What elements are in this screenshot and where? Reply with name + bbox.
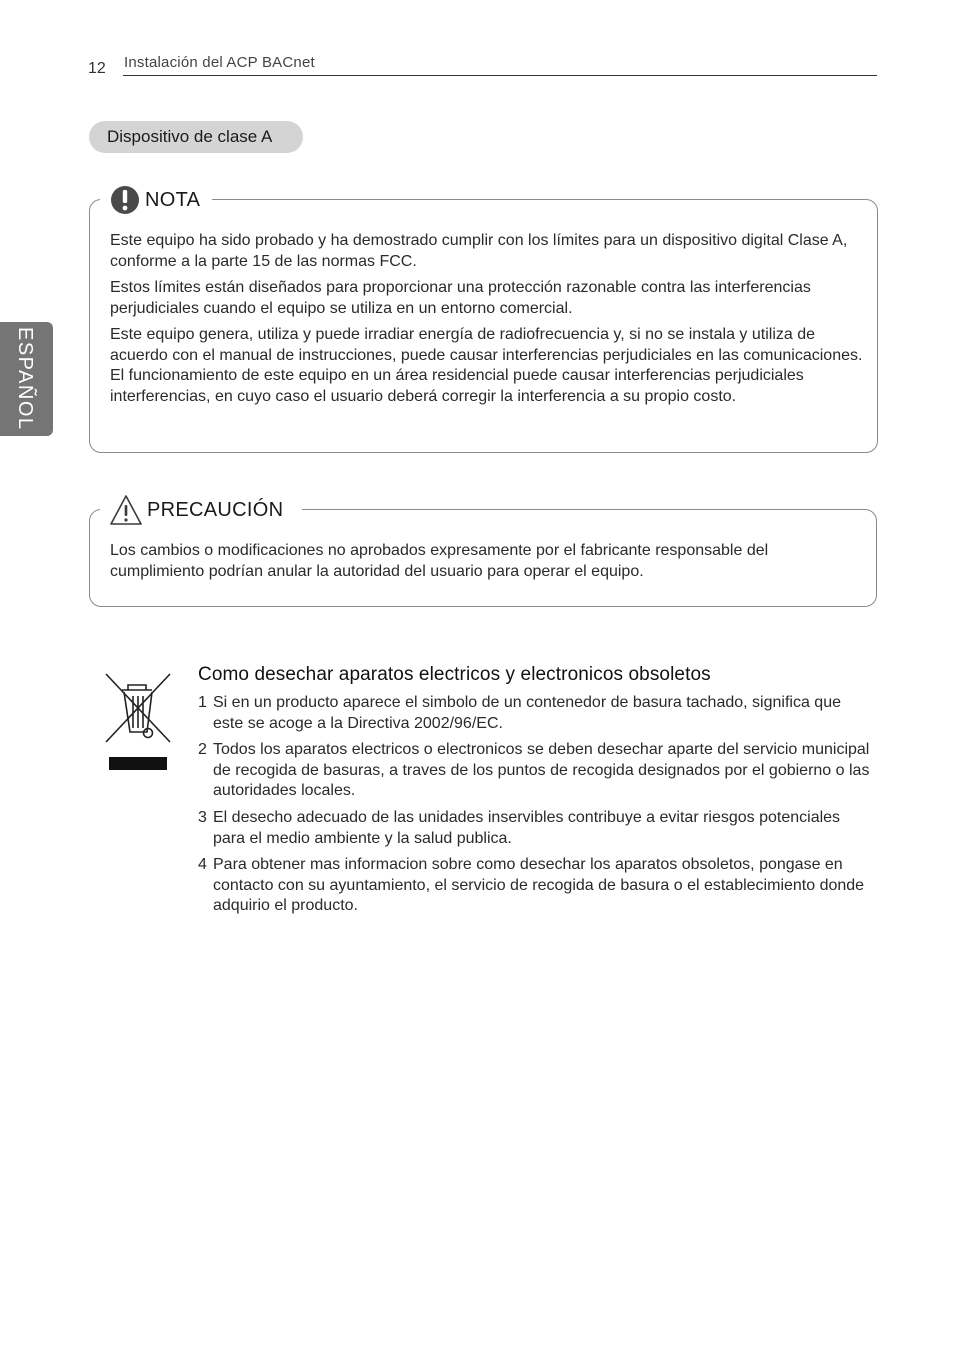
note-paragraph: Este equipo ha sido probado y ha demostrado cumplir con los límites para un dispositivo digital Clase A, conforme a la parte 15 de las normas FCC. (110, 232, 848, 270)
exclamation-circle-icon (109, 185, 141, 215)
list-item-text: Para obtener mas informacion sobre como desechar los aparatos obsoletos, pongase en contacto con su ayuntamiento, el servicio de recogida de basura o el establecimiento donde adquirio el producto. (213, 856, 865, 915)
caution-title-text: PRECAUCIÓN (147, 498, 284, 521)
caution-title (109, 494, 283, 526)
list-item (198, 740, 878, 802)
note-paragraph: Estos límites están diseñados para proporcionar una protección razonable contra las interferencias perjudiciales cuando el equipo se utiliza en un entorno comercial. (110, 279, 811, 317)
warning-triangle-icon (109, 494, 143, 526)
list-item-number: 4 (198, 856, 207, 873)
caution-paragraph: Los cambios o modificaciones no aprobados expresamente por el fabricante responsable del cumplimiento podrían anular la autoridad del usuario para operar el equipo. (110, 542, 769, 580)
list-item-number: 2 (198, 741, 207, 758)
list-item-text: El desecho adecuado de las unidades inservibles contribuye a evitar riesgos potenciales para el medio ambiente y la salud publica. (213, 809, 841, 847)
list-item (198, 808, 878, 849)
crossed-out-wheelie-bin-icon (103, 672, 173, 772)
list-item (198, 855, 878, 917)
running-header-title: Instalación del ACP BACnet (124, 54, 315, 71)
note-title-text: NOTA (145, 188, 201, 211)
list-item-text: Todos los aparatos electricos o electronicos se deben desechar aparte del servicio municipal de recogida de basuras, a traves de los puntos de recogida designados por el gobierno o las autoridades locales. (213, 741, 870, 800)
header-rule (123, 75, 877, 76)
note-title (109, 185, 200, 215)
device-class-label: Dispositivo de clase A (89, 121, 303, 153)
language-side-tab-label: ESPAÑOL (14, 327, 36, 431)
disposal-heading: Como desechar aparatos electricos y electronicos obsoletos (198, 664, 711, 685)
list-item-text: Si en un producto aparece el simbolo de un contenedor de basura tachado, significa que este se acoge a la Directiva 2002/96/EC. (213, 694, 841, 732)
list-item (198, 693, 878, 734)
list-item-number: 3 (198, 809, 207, 826)
note-paragraph: Este equipo genera, utiliza y puede irradiar energía de radiofrecuencia y, si no se instala y utiliza de acuerdo con el manual de instrucciones, puede causar interferencias perjudiciales en las comunicaciones. El funcionamiento de este equipo en un área residencial puede causar interferencias perjudiciales interferencias, en cuyo caso el usuario deberá corregir la interferencia a su propio costo. (110, 326, 863, 405)
list-item-number: 1 (198, 694, 207, 711)
page-number: 12 (88, 60, 106, 77)
